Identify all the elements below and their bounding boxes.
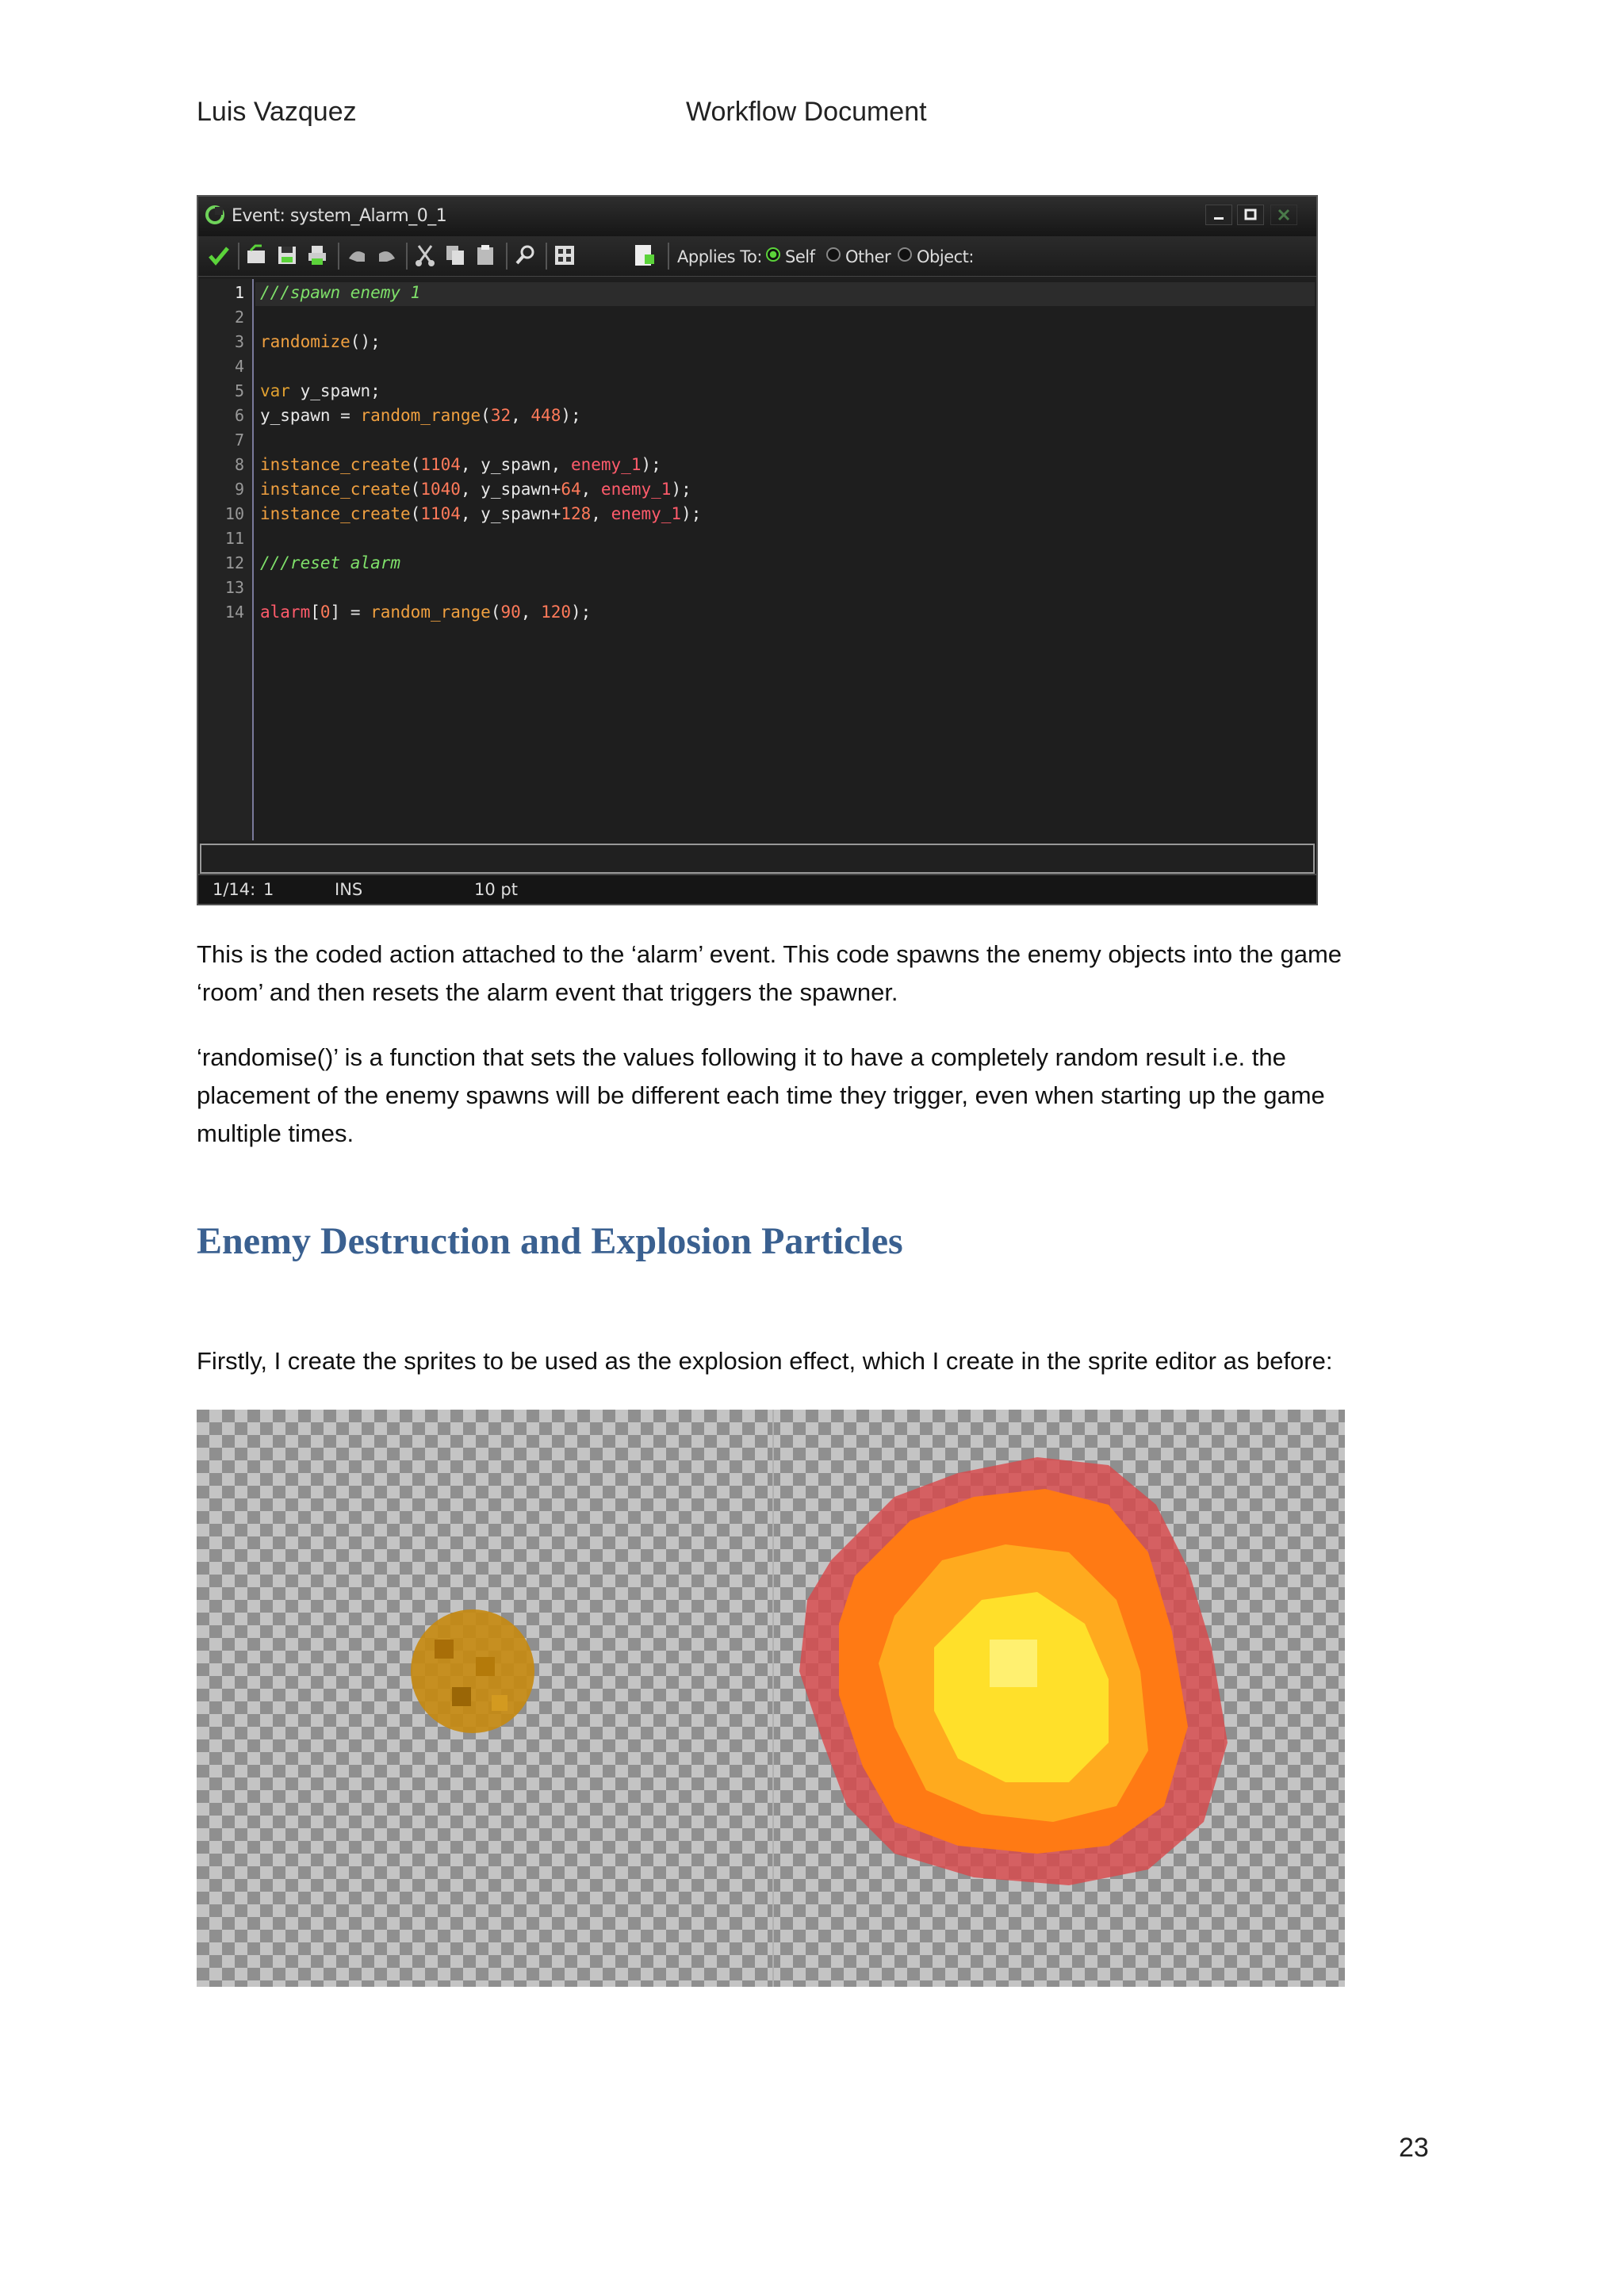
small-explosion-sprite	[411, 1609, 534, 1733]
header-doc-title: Workflow Document	[686, 97, 927, 127]
radio-other[interactable]	[826, 247, 841, 262]
copy-icon[interactable]	[442, 243, 468, 268]
explosion-sprites-image	[197, 1410, 1345, 1987]
page-number: 23	[1399, 2133, 1429, 2163]
minimize-icon	[1206, 205, 1231, 224]
checkmark-icon[interactable]	[206, 243, 232, 268]
grid-icon[interactable]	[552, 243, 577, 268]
paragraph-3: Firstly, I create the sprites to be used as the explosion effect, which I create in the sprite editor as before:	[197, 1347, 1333, 1375]
print-icon[interactable]	[304, 243, 330, 268]
code-area[interactable]	[200, 279, 1315, 840]
redo-icon[interactable]	[374, 243, 400, 268]
radio-self[interactable]	[766, 247, 780, 262]
editor-toolbar	[198, 236, 1316, 277]
line-number: 1	[234, 283, 244, 302]
header-author: Luis Vazquez	[197, 97, 357, 127]
paragraph-1: This is the coded action attached to the ‘alarm’ event. This code spawns the enemy objects into the game ‘room’ and then resets the alarm event that triggers the spawner.	[197, 940, 1342, 1006]
code-line-1: ///spawn enemy 1	[260, 283, 421, 302]
open-folder-icon[interactable]	[244, 243, 270, 268]
editor-title: Event: system_Alarm_0_1	[232, 206, 447, 226]
code-line-12: ///reset alarm	[260, 553, 401, 572]
save-icon[interactable]	[274, 243, 300, 268]
cut-icon[interactable]	[412, 243, 438, 268]
editor-titlebar[interactable]	[198, 197, 1316, 236]
code-line-6: y_spawn = random_range(32, 448);	[260, 406, 581, 425]
line-number: 5	[234, 381, 244, 400]
line-number: 3	[234, 332, 244, 351]
radio-object-label: Object:	[917, 247, 974, 266]
line-number: 13	[224, 578, 244, 597]
status-position: 1/14:	[213, 880, 256, 899]
status-column: 1	[263, 880, 274, 899]
line-number: 6	[234, 406, 244, 425]
gamemaker-icon	[205, 205, 225, 225]
code-line-10: instance_create(1104, y_spawn+128, enemy_1);	[260, 504, 702, 523]
applies-to-label: Applies To:	[677, 247, 762, 266]
line-number: 2	[234, 308, 244, 327]
line-number: 14	[224, 603, 244, 622]
status-mode: INS	[335, 880, 363, 899]
status-font-size: 10 pt	[474, 880, 518, 899]
search-icon[interactable]	[512, 243, 538, 268]
line-number: 12	[224, 553, 244, 572]
close-button[interactable]	[1270, 205, 1297, 225]
code-line-3: randomize();	[260, 332, 381, 351]
line-number: 8	[234, 455, 244, 474]
minimize-button[interactable]	[1205, 205, 1232, 225]
section-heading: Enemy Destruction and Explosion Particles	[197, 1220, 903, 1262]
line-number: 10	[224, 504, 244, 523]
undo-icon[interactable]	[344, 243, 370, 268]
paste-icon[interactable]	[473, 243, 498, 268]
paragraph-2: ‘randomise()’ is a function that sets the values following it to have a completely random result i.e. the placement of the enemy spawns will be different each time they trigger, even when starting up the game multiple times.	[197, 1043, 1325, 1147]
radio-other-label: Other	[845, 247, 891, 266]
code-editor-window	[197, 195, 1318, 905]
code-line-14: alarm[0] = random_range(90, 120);	[260, 603, 592, 622]
maximize-icon	[1238, 205, 1263, 224]
close-icon	[1271, 205, 1297, 224]
radio-self-label: Self	[785, 247, 815, 266]
line-number: 9	[234, 480, 244, 499]
radio-object[interactable]	[898, 247, 912, 262]
maximize-button[interactable]	[1237, 205, 1264, 225]
line-number: 4	[234, 357, 244, 376]
line-number-gutter	[200, 279, 254, 840]
editor-status-bar	[198, 874, 1316, 904]
output-box	[200, 844, 1315, 874]
document-icon[interactable]	[631, 243, 657, 268]
line-number: 7	[234, 430, 244, 450]
line-number: 11	[224, 529, 244, 548]
code-line-5: var y_spawn;	[260, 381, 381, 400]
code-line-8: instance_create(1104, y_spawn, enemy_1);	[260, 455, 661, 474]
code-line-9: instance_create(1040, y_spawn+64, enemy_1);	[260, 480, 691, 499]
